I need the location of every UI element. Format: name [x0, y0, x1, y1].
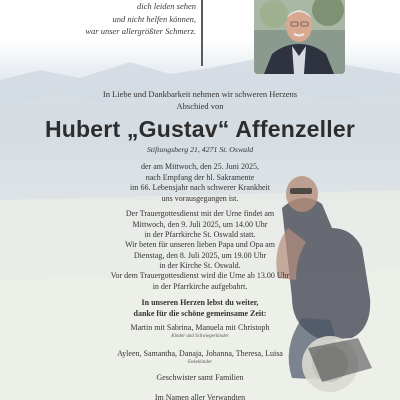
prayer-service — [20, 240, 380, 272]
intro-line: Abschied von — [176, 101, 224, 111]
grandchildren-names: Ayleen, Samantha, Danaja, Johanna, Theresa, Luisa — [117, 349, 283, 358]
service-line: Der Trauergottesdienst mit der Urne findet am — [125, 209, 275, 218]
deceased-address: Stiftungsberg 21, 4271 St. Oswald — [146, 145, 254, 154]
service-line: in der Pfarrkirche St. Oswald statt. — [144, 230, 256, 240]
death-line: der am Mittwoch, den 25. Juni 2025, — [141, 162, 259, 171]
urn-line: Vor dem Trauergottesdienst wird die Urne ab 13.00 Uhr — [110, 271, 290, 280]
cross-icon — [201, 0, 203, 66]
poem — [36, 0, 196, 38]
family-siblings — [20, 373, 380, 384]
memory-line: danke für die schöne gemeinsame Zeit: — [133, 308, 267, 318]
siblings-text: Geschwister samt Familien — [156, 373, 244, 382]
family-children — [20, 323, 380, 340]
urn-line: in der Pfarrkirche aufgebahrt. — [152, 281, 248, 291]
deceased-name: Hubert „Gustav“ Affenzeller — [45, 116, 355, 142]
poem-line: war unser allergrößter Schmerz. — [85, 26, 196, 36]
intro-text — [0, 88, 400, 112]
prayer-line: Wir beten für unseren lieben Papa und Opa am — [125, 240, 275, 249]
family-relatives — [20, 393, 380, 400]
relatives-text: Im Namen aller Verwandten — [154, 393, 246, 400]
family-grandchildren — [20, 349, 380, 366]
portrait-photo — [254, 0, 345, 74]
children-names: Martin mit Sabrina, Manuela mit Christoph — [130, 323, 270, 332]
poem-line: dich leiden sehen — [136, 1, 196, 11]
funeral-service — [20, 209, 380, 241]
urn-notice — [20, 271, 380, 292]
portrait-image — [254, 0, 345, 74]
prayer-line: in der Kirche St. Oswald. — [159, 261, 241, 271]
service-line: Mittwoch, den 9. Juli 2025, um 14.00 Uhr — [132, 219, 268, 229]
memory-line: In unseren Herzen lebst du weiter, — [141, 298, 259, 307]
children-label: Kinder und Schwiegerkinder — [171, 333, 229, 339]
death-line: im 66. Lebensjahr nach schwerer Krankheit — [130, 183, 270, 193]
memory-text — [20, 298, 380, 319]
intro-line: In Liebe und Dankbarkeit nehmen wir schweren Herzens — [102, 89, 298, 99]
death-line: uns vorausgegangen ist. — [161, 193, 239, 203]
prayer-line: Dienstag, den 8. Juli 2025, um 19.00 Uhr — [133, 250, 267, 260]
death-line: nach Empfang der hl. Sakramente — [145, 172, 255, 182]
death-notice — [20, 162, 380, 204]
grandchildren-label: Enkelkinder — [187, 359, 213, 365]
poem-line: und nicht helfen können, — [112, 13, 196, 24]
